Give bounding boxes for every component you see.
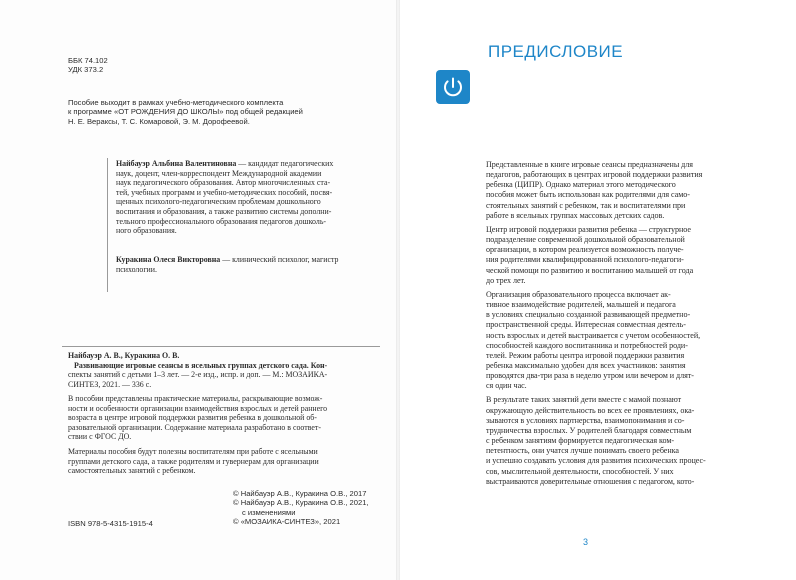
annotation-paragraph-2: Материалы пособия будут полезны воспитателям при работе с ясельными группами детского сада, а также родителям и гувернерам для организации самостоятельных занятий с ребенком. [68,447,319,476]
annotation-paragraph-1: В пособии представлены практические материалы, раскрывающие возмож- ности и особенности организации взаимодействия взрослых и детей раннего возраста в центре игровой поддержки развития ребенка в дошкольной об- разовательной организации. Содержание материала разработано в соответ- ствии с ФГОС ДО. [68,394,328,442]
preface-paragraph-1: Представленные в книге игровые сеансы предназначены для педагогов, работающих в центрах игровой поддержки развития ребенка (ЦИПР). Однако материал этого методического пособия может быть использован как родителями для само- стоятельных занятий с ребенком, так и воспитателями при работе в ясельных группах массовых детских садов. [486,160,703,220]
page-title: ПРЕДИСЛОВИЕ [488,42,624,61]
bibliography-rule [62,346,380,347]
bbk-code: ББК 74.102 [68,56,108,65]
preface-paragraph-2: Центр игровой поддержки развития ребенка — структурное подразделение современной дошкольной образовательной организации, в котором реализуется возможность получе- ния родителями квалифицированной психолого-педагоги- ческой помощи по развитию и воспитанию малышей от года до трех лет. [486,224,694,285]
bibliographic-record: Найбауэр А. В., Куракина О. В. Развивающие игровые сеансы в ясельных группах детского сада. Кон- спекты занятий с детьми 1–3 лет. — 2-е изд., испр. и доп. — М.: МОЗАИКА- СИНТЕЗ, 2021. — 336 с. [68,351,328,389]
udk-code: УДК 373.2 [68,65,104,75]
author-bio-1: Найбауэр Альбина Валентиновна — кандидат педагогических наук, доцент, член-корреспондент Международной академии наук педагогического образования. Автор многочисленных ста- тей, учебных программ и учебно-методических пособий, посвя- щенных психолого-педагогическим проблемам дошкольного воспитания и образования, а также развитию системы дополни- тельного профессионального образования педагогов дошколь- ного образования. [116,159,334,236]
power-icon [436,70,470,104]
author2-name: Куракина Олеся Викторовна [116,255,221,264]
author-bio-2: Куракина Олеся Викторовна — клинический психолог, магистр психологии. [116,255,339,274]
isbn: ISBN 978-5-4315-1915-4 [68,519,153,528]
book-gutter [396,0,400,580]
series-note: Пособие выходит в рамках учебно-методического комплекта к программе «ОТ РОЖДЕНИЯ ДО ШКОЛЫ» под общей редакцией Н. Е. Вераксы, Т. С. Комаровой, Э. М. Дорофеевой. [68,98,303,126]
author-divider [107,158,108,292]
page-number: 3 [583,537,589,547]
preface-paragraph-4: В результате таких занятий дети вместе с мамой познают окружающую действительность во всех ее проявлениях, ока- зываются в условиях партнерства, взаимопонимания и со- трудничества взрослых. У родителей благодаря совместным с ребенком занятиям формируется педагогическая ком- петентность, они учатся лучше понимать своего ребенка и успешно создавать условия для развития психических процес- сов, мыслительной деятельности, способностей. У них выстраиваются доверительные отношения с педагогом, кото- [486,395,706,486]
classification-codes [68,56,108,75]
preface-body [486,160,706,491]
biblio-authors: Найбауэр А. В., Куракина О. В. [68,351,180,360]
author1-name: Найбауэр Альбина Валентиновна [116,159,237,168]
section-icon-box [436,70,470,104]
preface-paragraph-3: Организация образовательного процесса включает ак- тивное взаимодействие родителей, малышей и педагога в условиях специально созданной развивающей предметно- пространственной среды. Интересная совместная деятель- ность взрослых и детей выстраивается с учетом особенностей, способностей каждого воспитанника и потребностей роди- телей. Режим работы центра игровой поддержки развития ребенка максимально удобен для всех участников: занятия проводятся два-три раза в неделю утром или вечером и длят- ся один час. [486,289,701,391]
copyright-block: © Найбауэр А.В., Куракина О.В., 2017 © Найбауэр А.В., Куракина О.В., 2021, с изменениями © «МОЗАИКА-СИНТЕЗ», 2021 [233,489,369,527]
